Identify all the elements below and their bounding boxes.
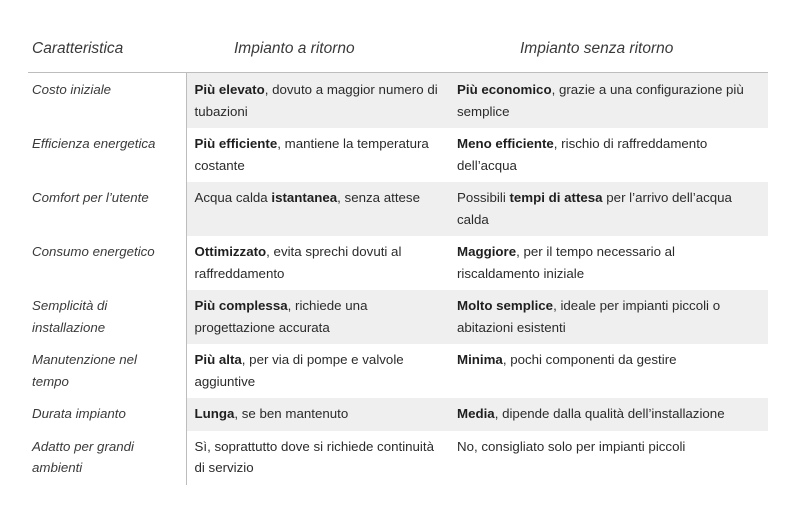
table-row <box>28 431 768 485</box>
row-label: Consumo energetico <box>28 236 186 290</box>
cell-text: , se ben mantenuto <box>234 406 349 421</box>
cell-highlight: Lunga <box>194 406 235 421</box>
cell-text: , richiede una progettazione accurata <box>194 298 368 335</box>
cell-highlight: Più alta <box>194 352 242 367</box>
cell-return-system <box>186 182 451 236</box>
row-label: Adatto per grandi ambienti <box>28 431 186 485</box>
cell-text: Acqua calda <box>194 190 272 205</box>
row-label: Semplicità di installazione <box>28 290 186 344</box>
cell-text: , dovuto a maggior numero di tubazioni <box>194 82 438 119</box>
cell-text: , mantiene la temperatura costante <box>194 136 429 173</box>
cell-highlight: Maggiore <box>457 244 517 259</box>
cell-return-system <box>186 398 451 431</box>
cell-no-return-system <box>451 73 768 129</box>
cell-highlight: Più complessa <box>194 298 288 313</box>
table-row <box>28 398 768 431</box>
header-return-system: Impianto a ritorno <box>234 39 355 57</box>
cell-text: , senza attese <box>337 190 420 205</box>
cell-text: Sì, soprattutto dove si richiede continuità di servizio <box>194 438 434 475</box>
cell-highlight: tempi di attesa <box>509 190 603 205</box>
cell-highlight: Ottimizzato <box>194 244 267 259</box>
table-row <box>28 236 768 290</box>
cell-text: Possibili <box>457 190 510 205</box>
cell-return-system <box>186 290 451 344</box>
cell-text: , per via di pompe e valvole aggiuntive <box>194 352 404 389</box>
cell-highlight: Più elevato <box>194 82 265 97</box>
cell-text: No, consigliato solo per impianti piccoli <box>457 438 686 454</box>
cell-no-return-system <box>451 431 768 485</box>
row-label: Comfort per l’utente <box>28 182 186 236</box>
cell-text: , dipende dalla qualità dell’installazione <box>494 406 725 421</box>
cell-return-system <box>186 236 451 290</box>
cell-highlight: Meno efficiente <box>457 136 554 151</box>
cell-no-return-system <box>451 182 768 236</box>
cell-text: per l’arrivo dell’acqua calda <box>457 190 732 227</box>
cell-return-system <box>186 128 451 182</box>
cell-highlight: Più efficiente <box>194 136 278 151</box>
table-row <box>28 73 768 129</box>
cell-no-return-system <box>451 290 768 344</box>
row-label: Manutenzione nel tempo <box>28 344 186 398</box>
header-characteristic: Caratteristica <box>32 39 124 57</box>
table-row <box>28 344 768 398</box>
cell-no-return-system <box>451 128 768 182</box>
cell-no-return-system <box>451 344 768 398</box>
cell-highlight: Minima <box>457 352 503 367</box>
cell-highlight: Più economico <box>457 82 552 97</box>
cell-return-system <box>186 344 451 398</box>
row-label: Efficienza energetica <box>28 128 186 182</box>
cell-no-return-system <box>451 236 768 290</box>
cell-text: , grazie a una configurazione più semplice <box>457 82 744 119</box>
row-label: Costo iniziale <box>28 73 186 129</box>
header-row <box>28 33 768 73</box>
cell-highlight: Media <box>457 406 495 421</box>
cell-text: , rischio di raffreddamento dell’acqua <box>457 136 708 173</box>
cell-no-return-system <box>451 398 768 431</box>
cell-text: , ideale per impianti piccoli o abitazioni esistenti <box>457 298 721 335</box>
cell-return-system <box>186 73 451 129</box>
cell-return-system <box>186 431 451 485</box>
header-no-return-system: Impianto senza ritorno <box>520 39 674 57</box>
cell-highlight: istantanea <box>271 190 338 205</box>
cell-text: , evita sprechi dovuti al raffreddamento <box>194 244 402 281</box>
table-row <box>28 128 768 182</box>
comparison-table <box>28 33 768 485</box>
table-body <box>28 73 768 485</box>
table-row <box>28 182 768 236</box>
cell-highlight: Molto semplice <box>457 298 554 313</box>
row-label: Durata impianto <box>28 398 186 431</box>
cell-text: , per il tempo necessario al riscaldamento iniziale <box>457 244 676 281</box>
table-row <box>28 290 768 344</box>
cell-text: , pochi componenti da gestire <box>502 352 677 367</box>
